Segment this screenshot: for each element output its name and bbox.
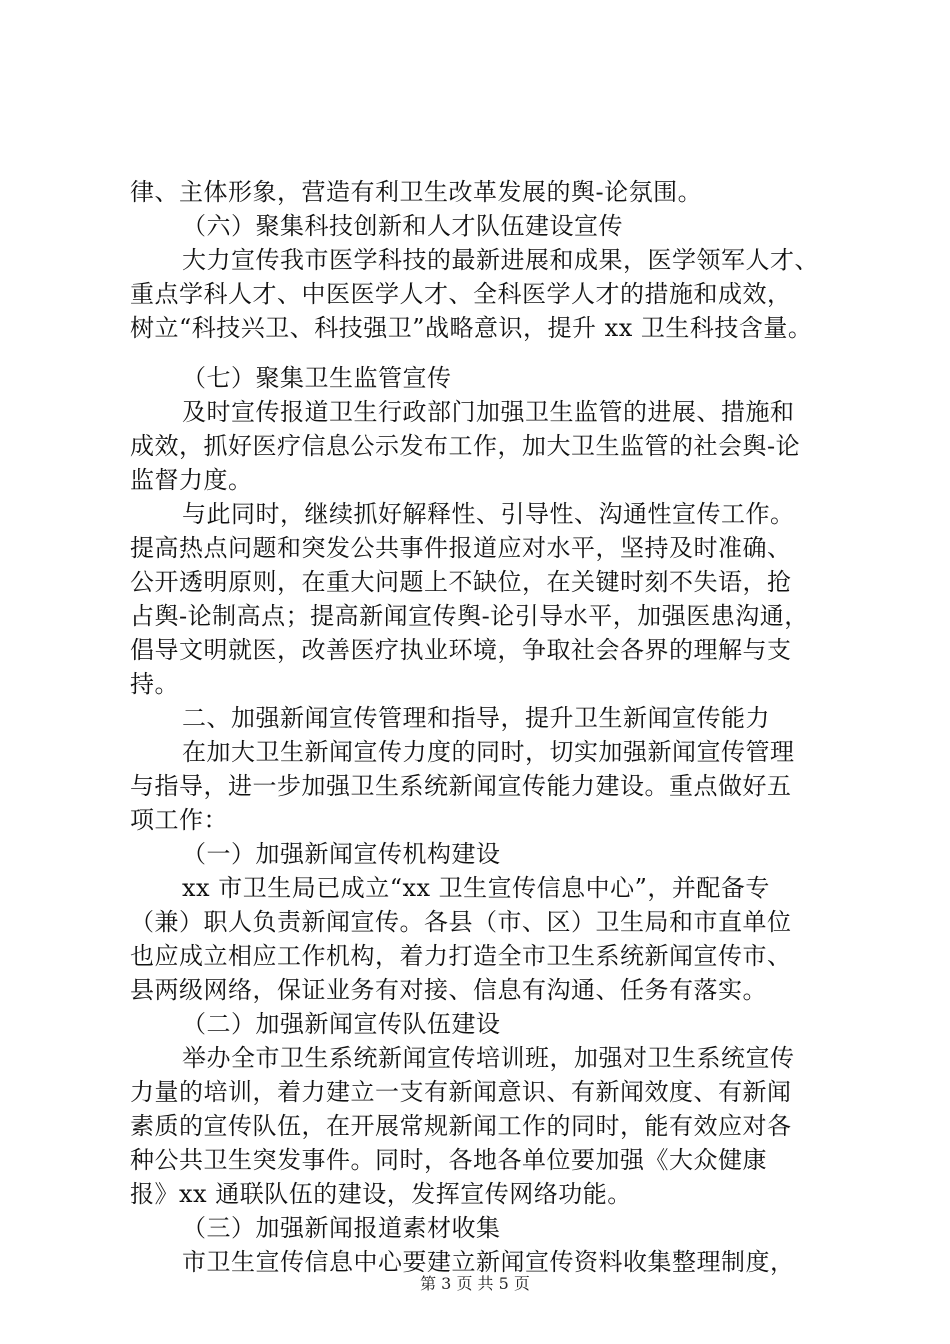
section-heading: （二）加强新闻宣传队伍建设 xyxy=(182,1010,501,1038)
text-line: 市卫生宣传信息中心要建立新闻宣传资料收集整理制度， xyxy=(182,1248,795,1276)
text-line: 项工作： xyxy=(130,806,228,834)
text-line: 及时宣传报道卫生行政部门加强卫生监管的进展、措施和 xyxy=(182,398,795,426)
text-line: 县两级网络，保证业务有对接、信息有沟通、任务有落实。 xyxy=(130,976,767,1004)
page-number: 第 3 页 共 5 页 xyxy=(420,1274,530,1293)
text-line: 占舆-论制高点；提高新闻宣传舆-论引导水平，加强医患沟通， xyxy=(130,602,809,630)
text-line: 监督力度。 xyxy=(130,466,253,494)
text-line: 公开透明原则，在重大问题上不缺位，在关键时刻不失语，抢 xyxy=(130,568,792,596)
text-line: 种公共卫生突发事件。同时，各地各单位要加强《大众健康 xyxy=(130,1146,767,1174)
text-line: 与此同时，继续抓好解释性、引导性、沟通性宣传工作。 xyxy=(182,500,795,528)
text-line: 举办全市卫生系统新闻宣传培训班，加强对卫生系统宣传 xyxy=(182,1044,795,1072)
section-heading: （三）加强新闻报道素材收集 xyxy=(182,1214,501,1242)
text-line: 律、主体形象，营造有利卫生改革发展的舆-论氛围。 xyxy=(130,178,703,206)
text-line: 在加大卫生新闻宣传力度的同时，切实加强新闻宣传管理 xyxy=(182,738,795,766)
text-line: 素质的宣传队伍，在开展常规新闻工作的同时，能有效应对各 xyxy=(130,1112,792,1140)
section-heading: （六）聚集科技创新和人才队伍建设宣传 xyxy=(182,212,623,240)
text-line: 持。 xyxy=(130,670,179,698)
text-line: （兼）职人负责新闻宣传。各县（市、区）卫生局和市直单位 xyxy=(130,908,792,936)
text-line: 倡导文明就医，改善医疗执业环境，争取社会各界的理解与支 xyxy=(130,636,792,664)
text-line: 报》xx 通联队伍的建设，发挥宣传网络功能。 xyxy=(130,1180,632,1208)
text-line: 树立“科技兴卫、科技强卫”战略意识，提升 xx 卫生科技含量。 xyxy=(130,314,813,342)
text-line: 与指导，进一步加强卫生系统新闻宣传能力建设。重点做好五 xyxy=(130,772,792,800)
text-line: 提高热点问题和突发公共事件报道应对水平，坚持及时准确、 xyxy=(130,534,792,562)
section-heading: （一）加强新闻宣传机构建设 xyxy=(182,840,501,868)
text-line: 大力宣传我市医学科技的最新进展和成果，医学领军人才、 xyxy=(182,246,819,274)
text-line: 重点学科人才、中医医学人才、全科医学人才的措施和成效， xyxy=(130,280,792,308)
text-line: xx 市卫生局已成立“xx 卫生宣传信息中心”，并配备专 xyxy=(182,874,770,902)
text-line: 力量的培训，着力建立一支有新闻意识、有新闻效度、有新闻 xyxy=(130,1078,792,1106)
section-heading: （七）聚集卫生监管宣传 xyxy=(182,364,452,392)
section-heading: 二、加强新闻宣传管理和指导，提升卫生新闻宣传能力 xyxy=(182,704,770,732)
text-line: 成效，抓好医疗信息公示发布工作，加大卫生监管的社会舆-论 xyxy=(130,432,801,460)
text-line: 也应成立相应工作机构，着力打造全市卫生系统新闻宣传市、 xyxy=(130,942,792,970)
